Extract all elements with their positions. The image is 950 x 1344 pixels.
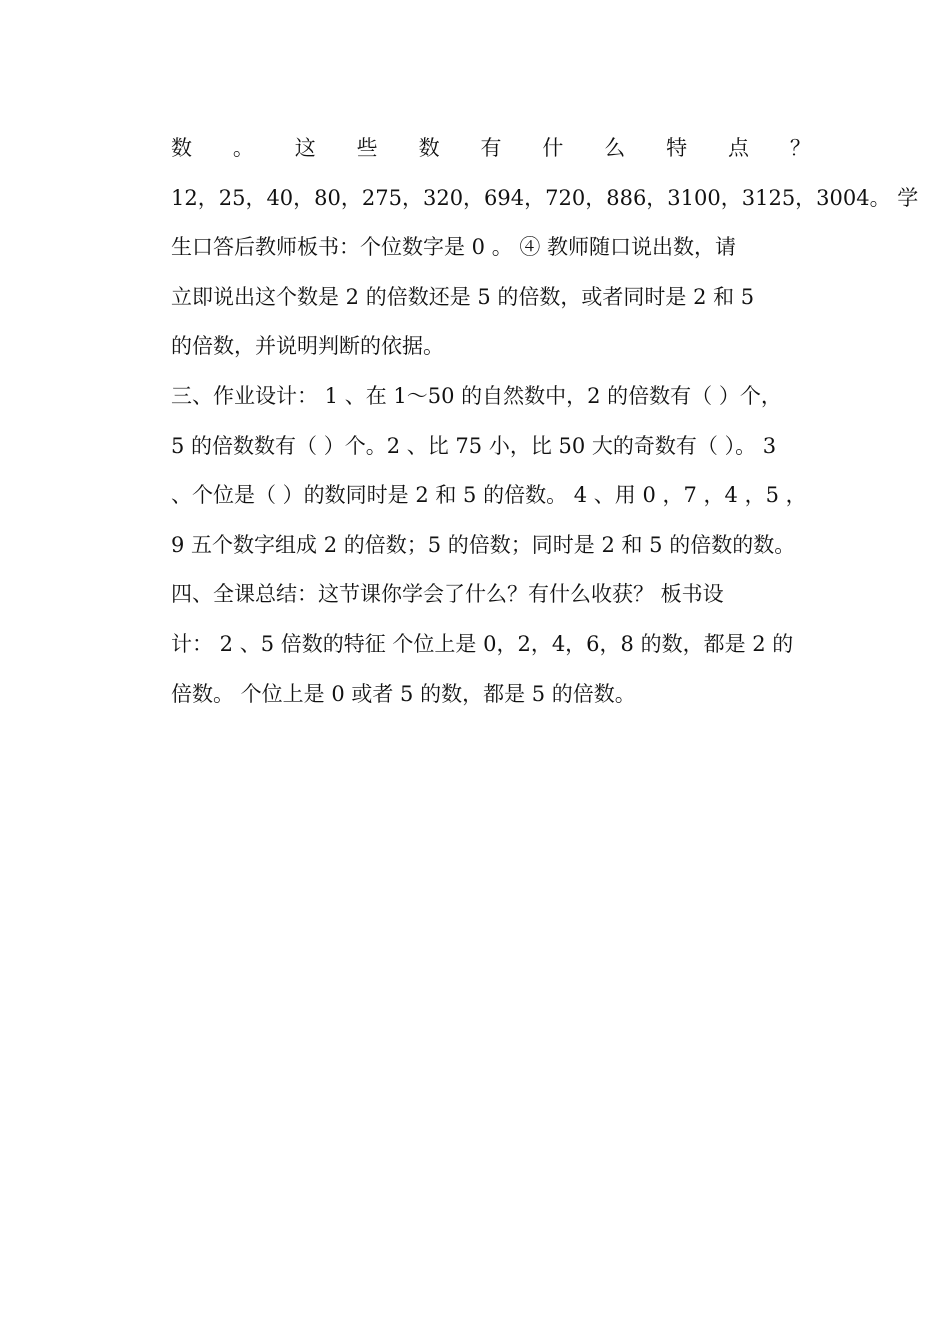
spread-char: 什 bbox=[542, 136, 564, 160]
text-line: 、个位是（ ）的数同时是 2 和 5 的倍数。 4 、用 0 ，7 ，4 ，5 ， bbox=[171, 483, 807, 508]
spread-char: 么 bbox=[604, 136, 626, 160]
spread-char: 这 bbox=[294, 136, 316, 160]
body-text bbox=[171, 124, 919, 719]
spread-char: 特 bbox=[666, 136, 688, 160]
text-line-spread bbox=[171, 124, 811, 174]
text-line: 5 的倍数数有（ ）个。2 、比 75 小，比 50 大的奇数有（ ）。 3 bbox=[171, 433, 777, 458]
text-line: 三、作业设计： 1 、在 1～50 的自然数中，2 的倍数有（ ）个， bbox=[171, 383, 782, 408]
text-line: 倍数。 个位上是 0 或者 5 的数，都是 5 的倍数。 bbox=[171, 681, 636, 706]
spread-char: 数 bbox=[171, 136, 192, 160]
text-line: 12，25，40，80，275，320，694，720，886，3100，3125，3004。 学 bbox=[171, 185, 919, 210]
spread-char: 有 bbox=[480, 136, 502, 160]
spread-char: 数 bbox=[418, 136, 440, 160]
spread-char: 些 bbox=[356, 136, 378, 160]
text-line: 四、全课总结：这节课你学会了什么？有什么收获？ 板书设 bbox=[171, 582, 724, 607]
text-line: 计： 2 、5 倍数的特征 个位上是 0，2，4，6，8 的数，都是 2 的 bbox=[171, 631, 794, 656]
text-line: 的倍数，并说明判断的依据。 bbox=[171, 334, 444, 359]
text-line: 立即说出这个数是 2 的倍数还是 5 的倍数，或者同时是 2 和 5 bbox=[171, 284, 755, 309]
text-line: 生口答后教师板书：个位数字是 0 。 ④ 教师随口说出数，请 bbox=[171, 235, 737, 260]
spread-char: 。 bbox=[232, 136, 254, 160]
spread-char: 点 bbox=[728, 136, 750, 160]
text-line: 9 五个数字组成 2 的倍数；5 的倍数；同时是 2 和 5 的倍数的数。 bbox=[171, 532, 796, 557]
spread-char: ？ bbox=[789, 136, 811, 160]
